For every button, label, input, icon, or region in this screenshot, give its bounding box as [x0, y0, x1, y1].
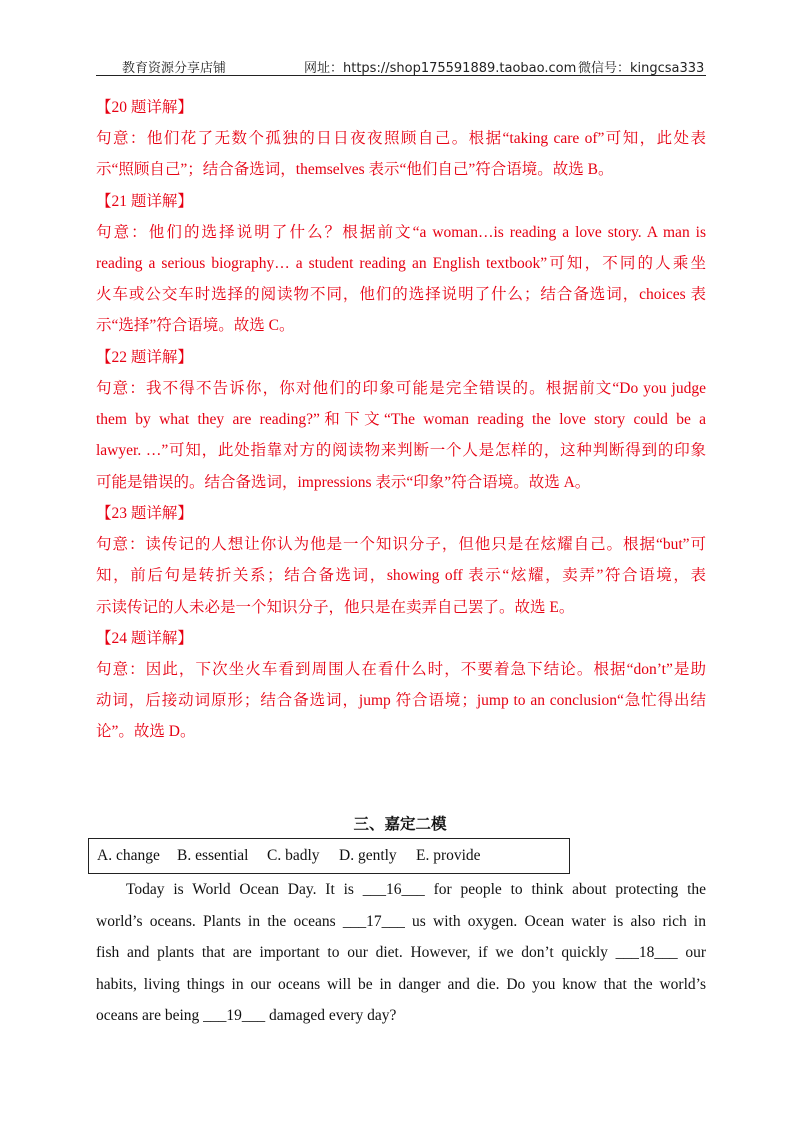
answer-title-21: 【21 题详解】 — [96, 192, 193, 210]
answer-line: 句意：读传记的人想让你认为他是一个知识分子，但他只是在炫耀自己。根据“but”可 — [96, 535, 706, 553]
word-option-e: E. provide — [416, 847, 481, 864]
header-shop-name: 教育资源分享店铺 — [122, 61, 227, 76]
answer-line: lawyer. …”可知，此处指靠对方的阅读物来判断一个人是怎样的，这种判断得到的印象 — [96, 442, 706, 460]
answer-line: 动词，后接动词原形；结合备选词，jump 符合语境；jump to an conclusion“急忙得出结 — [96, 692, 706, 710]
answer-line: 知，前后句是转折关系；结合备选词，showing off 表示“炫耀，卖弄”符合语境，表 — [96, 567, 706, 585]
answer-title-22: 【22 题详解】 — [96, 348, 193, 366]
answer-line: 句意：他们花了无数个孤独的日日夜夜照顾自己。根据“taking care of”可知，此处表 — [96, 130, 706, 147]
answer-line: 示“选择”符合语境。故选 C。 — [96, 317, 295, 335]
header-wechat: 微信号：kingcsa333 — [578, 61, 705, 76]
answer-line: 示“照顾自己”；结合备选词，themselves 表示“他们自己”符合语境。故选 B。 — [96, 161, 614, 179]
answer-line: them by what they are reading?”和下文“The woman reading the love story could be a — [96, 411, 706, 429]
answer-title-24: 【24 题详解】 — [96, 629, 193, 647]
header-divider — [96, 75, 706, 76]
page-header — [96, 57, 706, 77]
passage-line: fish and plants that are important to our diet. However, if we don’t quickly ___18___ our — [96, 944, 706, 962]
word-option-d: D. gently — [339, 847, 397, 864]
answer-line: 句意：我不得不告诉你，你对他们的印象可能是完全错误的。根据前文“Do you judge — [96, 379, 706, 397]
word-option-a: A. change — [97, 847, 160, 864]
reading-passage — [96, 874, 706, 1032]
word-options-box — [88, 838, 570, 874]
answer-line: 火车或公交车时选择的阅读物不同，他们的选择说明了什么；结合备选词，choices 表 — [96, 286, 706, 304]
answer-line: reading a serious biography… a student reading an English textbook”可知，不同的人乘坐 — [96, 254, 706, 272]
answer-explanations — [96, 92, 706, 748]
answer-title-23: 【23 题详解】 — [96, 504, 193, 522]
answer-line: 示读传记的人未必是一个知识分子，他只是在卖弄自己罢了。故选 E。 — [96, 598, 575, 616]
section-title: 三、嘉定二模 — [353, 816, 447, 833]
passage-line: world’s oceans. Plants in the oceans ___17___ us with oxygen. Ocean water is also rich in — [96, 912, 706, 930]
word-option-b: B. essential — [177, 847, 249, 864]
word-option-c: C. badly — [267, 847, 320, 864]
passage-line: oceans are being ___19___ damaged every day? — [96, 1007, 397, 1025]
answer-line: 句意：他们的选择说明了什么？根据前文“a woman…is reading a love story. A man is — [96, 223, 706, 241]
header-url[interactable]: 网址：https://shop175591889.taobao.com — [304, 61, 577, 76]
answer-line: 论”。故选 D。 — [96, 723, 196, 741]
answer-line: 可能是错误的。结合备选词，impressions 表示“印象”符合语境。故选 A。 — [96, 473, 591, 491]
answer-line: 句意：因此，下次坐火车看到周围人在看什么时，不要着急下结论。根据“don’t”是助 — [96, 660, 706, 678]
passage-line: habits, living things in our oceans will be in danger and die. Do you know that the world’s — [96, 975, 706, 993]
answer-title-20: 【20 题详解】 — [96, 99, 193, 116]
passage-line: Today is World Ocean Day. It is ___16___ for people to think about protecting the — [126, 881, 706, 898]
